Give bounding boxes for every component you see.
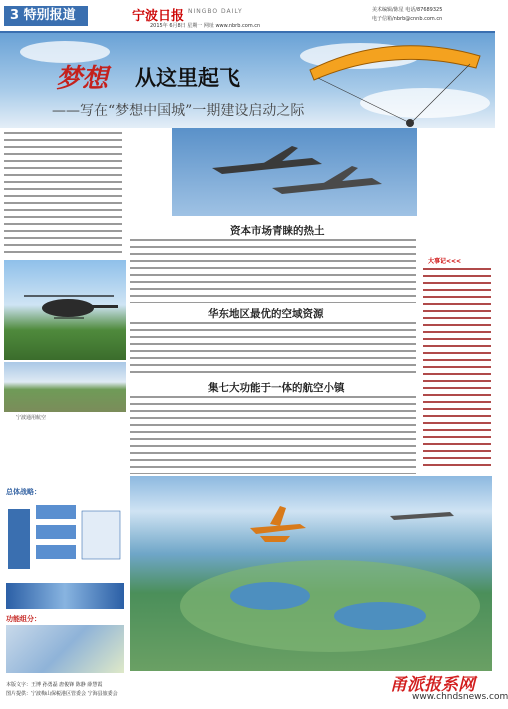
- function-map: [6, 625, 124, 673]
- airfield-photo: [4, 362, 126, 412]
- photo-caption: 宁波通用航空: [16, 415, 47, 421]
- strategy-photo-strip: [6, 583, 124, 609]
- editor-info: 美术编辑/陈星 电话/87689325 电子信箱/nbrb@cnnb.com.cn: [372, 7, 443, 22]
- headline-dream: 梦想: [56, 64, 109, 94]
- headline-takeoff: 从这里起飞: [135, 65, 240, 90]
- strategy-diagram: [6, 499, 124, 581]
- section-heading-airspace: 华东地区最优的空域资源: [208, 308, 324, 320]
- page-section-badge: 3 特别报道: [4, 6, 88, 26]
- newspaper-watermark: 甬派报系网: [390, 675, 475, 695]
- market-text: [130, 237, 416, 303]
- airspace-text: [130, 320, 416, 376]
- headline-subtitle: ——写在“梦想中国城”一期建设启动之际: [52, 103, 305, 119]
- paraglider-illustration: [300, 34, 490, 129]
- planning-panel: [0, 485, 127, 709]
- intro-text-block: [4, 130, 122, 255]
- section-heading-town: 集七大功能于一体的航空小镇: [208, 382, 345, 394]
- helicopter-photo: [4, 260, 126, 360]
- source-site: www.chndsnews.com: [412, 692, 508, 702]
- sidebar-title: 大事记<<<: [428, 258, 462, 265]
- credit-photo: 图片提供：宁波梅山保税港区管委会 宁海县旅委会: [6, 691, 118, 697]
- credit-text: 本版文字：王博 孙勇磊 唐俊锋 陈静 薛慧霞: [6, 682, 103, 688]
- aviation-town-rendering: [130, 476, 492, 671]
- sidebar-timeline: [423, 266, 491, 471]
- fighter-jets-photo: [172, 128, 417, 216]
- dateline: 2015年 6月8日 星期一 网址 www.nbrb.com.cn: [150, 23, 261, 29]
- section-heading-market: 资本市场青睐的热土: [230, 225, 325, 237]
- paper-name: 宁波日报: [132, 9, 185, 24]
- paper-name-en: NINGBO DAILY: [188, 8, 243, 15]
- function-title: 功能组分：: [6, 615, 41, 623]
- town-text: [130, 394, 416, 474]
- plan-title: 总体战略：: [6, 488, 41, 496]
